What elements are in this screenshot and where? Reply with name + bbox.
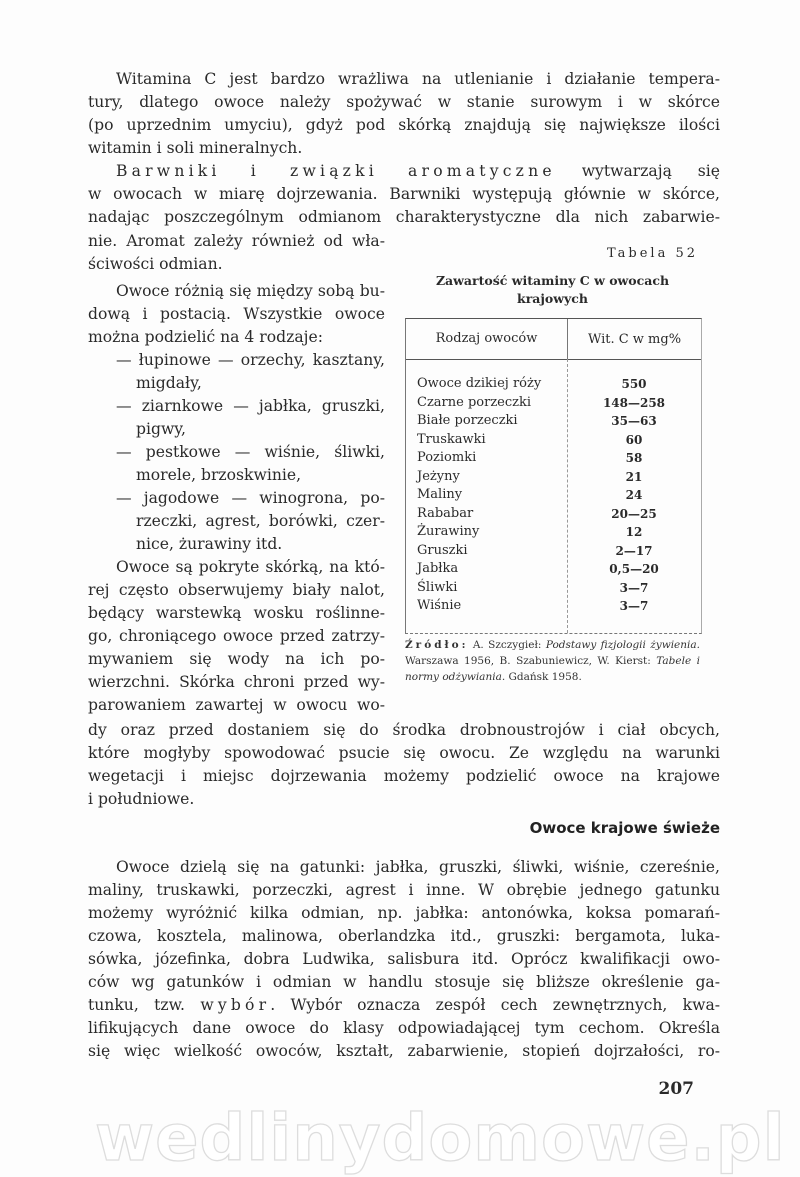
cell-vitamin-c: 3—7 bbox=[619, 599, 649, 613]
cell-fruit: Białe porzeczki bbox=[417, 413, 518, 428]
text-line: (po uprzednim umyciu), gdyż pod skórką znajdują się największe ilości bbox=[88, 116, 720, 134]
table-row bbox=[406, 394, 701, 413]
text-line: wegetacji i miejsc dojrzewania możemy podzielić owoce na krajowe bbox=[88, 767, 720, 785]
cell-fruit: Rababar bbox=[417, 505, 474, 521]
source-title-1: Podstawy fizjologii żywienia. bbox=[545, 639, 700, 651]
cell-vitamin-c: 58 bbox=[625, 451, 643, 465]
text-line bbox=[88, 994, 720, 1017]
cell-vitamin-c: 148—258 bbox=[602, 395, 666, 410]
vitamin-c-table bbox=[405, 318, 702, 634]
source-place-date: Gdańsk 1958. bbox=[508, 671, 582, 683]
text-line: możemy wyróżnić kilka odmian, np. jabłka: antonówka, koksa pomarań- bbox=[88, 904, 720, 922]
text-line: Owoce są pokryte skórką, na któ- bbox=[116, 558, 385, 576]
cell-fruit: Czarne porzeczki bbox=[417, 394, 532, 410]
text-line: Owoce dzielą się na gatunki: jabłka, gruszki, śliwki, wiśnie, czereśnie, bbox=[116, 858, 720, 876]
text-line: ców wg gatunków i odmian w handlu stosuje się bliższe określenie ga- bbox=[88, 973, 720, 991]
text-line: sówka, józefinka, dobra Ludwika, salisbura itd. Oprócz kwalifikacji owo- bbox=[88, 950, 720, 968]
table-row bbox=[406, 431, 701, 450]
text-line: lifikujących dane owoce do klasy odpowiadającej tym cechom. Określa bbox=[88, 1019, 720, 1037]
text-segment: wytwarzają się bbox=[555, 162, 720, 180]
cell-vitamin-c: 550 bbox=[621, 377, 647, 391]
text-segment: tunku, tzw. bbox=[88, 996, 201, 1014]
table-row bbox=[406, 523, 701, 542]
text-line: nice, żurawiny itd. bbox=[136, 535, 283, 553]
text-line: morele, brzoskwinie, bbox=[136, 466, 302, 484]
text-line: migdały, bbox=[136, 374, 202, 392]
table-body bbox=[406, 375, 701, 616]
paragraph-vitamin-c bbox=[88, 68, 720, 229]
table-row bbox=[406, 486, 701, 505]
table-row bbox=[406, 579, 701, 598]
text-segment: wybór bbox=[200, 996, 271, 1014]
table-row bbox=[406, 542, 701, 561]
page-number: 207 bbox=[658, 1079, 694, 1099]
cell-vitamin-c: 2—17 bbox=[615, 543, 653, 558]
text-line: go, chroniącego owoce przed zatrzy- bbox=[88, 627, 385, 645]
table-row bbox=[406, 375, 701, 394]
cell-vitamin-c: 21 bbox=[625, 469, 643, 484]
text-line: Owoce różnią się między sobą bu- bbox=[116, 282, 385, 300]
text-line: ściwości odmian. bbox=[88, 255, 223, 273]
text-line: można podzielić na 4 rodzaje: bbox=[88, 328, 323, 346]
watermark-logo: wedlinydomowe.pl bbox=[95, 1102, 786, 1176]
paragraph-skin bbox=[88, 719, 720, 811]
cell-fruit: Jeżyny bbox=[417, 468, 460, 484]
table-row bbox=[406, 468, 701, 487]
paragraph-fruit-types bbox=[88, 280, 385, 717]
column-header-fruit: Rodzaj owoców bbox=[406, 319, 568, 359]
cell-fruit: Wiśnie bbox=[417, 598, 462, 613]
text-line: witamin i soli mineralnych. bbox=[88, 139, 303, 157]
cell-fruit: Żurawiny bbox=[417, 524, 480, 539]
cell-fruit: Poziomki bbox=[417, 450, 477, 465]
text-line: mywaniem się wody na ich po- bbox=[88, 650, 385, 668]
section-heading: Owoce krajowe świeże bbox=[529, 819, 720, 837]
text-line: — jagodowe — winogrona, po- bbox=[116, 489, 385, 507]
text-line: parowaniem zawartej w owocu wo- bbox=[88, 696, 385, 714]
cell-fruit: Truskawki bbox=[417, 431, 486, 447]
paragraph-aroma bbox=[88, 230, 385, 276]
cell-vitamin-c: 60 bbox=[625, 432, 643, 447]
table-row bbox=[406, 560, 701, 579]
source-author-1: A. Szczygieł: bbox=[472, 639, 542, 651]
table-row bbox=[406, 449, 701, 468]
text-line: — pestkowe — wiśnie, śliwki, bbox=[116, 443, 385, 461]
text-line: — ziarnkowe — jabłka, gruszki, bbox=[116, 397, 385, 415]
text-line: dy oraz przed dostaniem się do środka drobnoustrojów i ciał obcych, bbox=[88, 721, 720, 739]
text-line: tury, dlatego owoce należy spożywać w stanie surowym i w skórce bbox=[88, 93, 720, 111]
text-line bbox=[88, 160, 720, 183]
table-row bbox=[406, 597, 701, 616]
text-line: się więc wielkość owoców, kształt, zabarwienie, stopień dojrzałości, ro- bbox=[88, 1042, 720, 1060]
cell-vitamin-c: 3—7 bbox=[619, 580, 649, 595]
table-title: Zawartość witaminy C w owocach krajowych bbox=[435, 273, 670, 306]
cell-vitamin-c: 12 bbox=[625, 525, 643, 539]
text-line: w owocach w miarę dojrzewania. Barwniki występują głównie w skórce, bbox=[88, 185, 720, 203]
cell-fruit: Gruszki bbox=[417, 542, 468, 558]
text-line: rzeczki, agrest, borówki, czer- bbox=[136, 512, 385, 530]
source-title-2: Tabele i normy odżywiania. bbox=[405, 655, 701, 683]
source-author-2: Warszawa 1956, B. Szabuniewicz, W. Kierst: bbox=[405, 655, 651, 667]
column-header-vitamin: Wit. C w mg% bbox=[587, 331, 682, 347]
text-line: wierzchni. Skórka chroni przed wy- bbox=[88, 673, 385, 691]
text-line: nadając poszczególnym odmianom charakterystyczne dla nich zabarwie- bbox=[88, 208, 720, 226]
text-line: będący warstewką wosku roślinne- bbox=[88, 604, 385, 622]
text-line: Witamina C jest bardzo wrażliwa na utlenianie i działanie tempera- bbox=[116, 70, 720, 88]
cell-vitamin-c: 24 bbox=[625, 488, 643, 502]
text-line: — łupinowe — orzechy, kasztany, bbox=[116, 351, 385, 369]
text-segment: Barwniki i związki aromatyczne bbox=[116, 162, 556, 180]
cell-vitamin-c: 20—25 bbox=[611, 506, 657, 521]
table-row bbox=[406, 412, 701, 431]
table-row bbox=[406, 505, 701, 524]
cell-vitamin-c: 35—63 bbox=[611, 414, 657, 428]
source-label: Źródło: bbox=[405, 639, 469, 651]
cell-fruit: Maliny bbox=[417, 487, 463, 502]
text-segment: . Wybór oznacza zespół cech zewnętrznych, kwa- bbox=[270, 996, 721, 1014]
text-line: nie. Aromat zależy również od wła- bbox=[88, 232, 385, 250]
text-line: czowa, kosztela, malinowa, oberlandzka itd., gruszki: bergamota, luka- bbox=[88, 927, 720, 945]
table-source-note bbox=[405, 637, 700, 685]
text-line: dową i postacią. Wszystkie owoce bbox=[88, 305, 385, 323]
text-line: rej często obserwujemy biały nalot, bbox=[88, 581, 385, 599]
text-line: pigwy, bbox=[136, 420, 186, 438]
cell-fruit: Owoce dzikiej róży bbox=[417, 376, 542, 391]
table-number: Tabela 52 bbox=[606, 246, 698, 261]
cell-fruit: Śliwki bbox=[417, 579, 458, 595]
cell-fruit: Jabłka bbox=[417, 561, 459, 576]
table-header bbox=[406, 319, 701, 360]
cell-vitamin-c: 0,5—20 bbox=[609, 562, 659, 576]
text-line: i południowe. bbox=[88, 790, 195, 808]
text-line: które mogłyby spowodować psucie się owocu. Ze względu na warunki bbox=[88, 744, 720, 762]
text-line: maliny, truskawki, porzeczki, agrest i inne. W obrębie jednego gatunku bbox=[88, 881, 720, 899]
paragraph-varieties bbox=[88, 856, 720, 1063]
